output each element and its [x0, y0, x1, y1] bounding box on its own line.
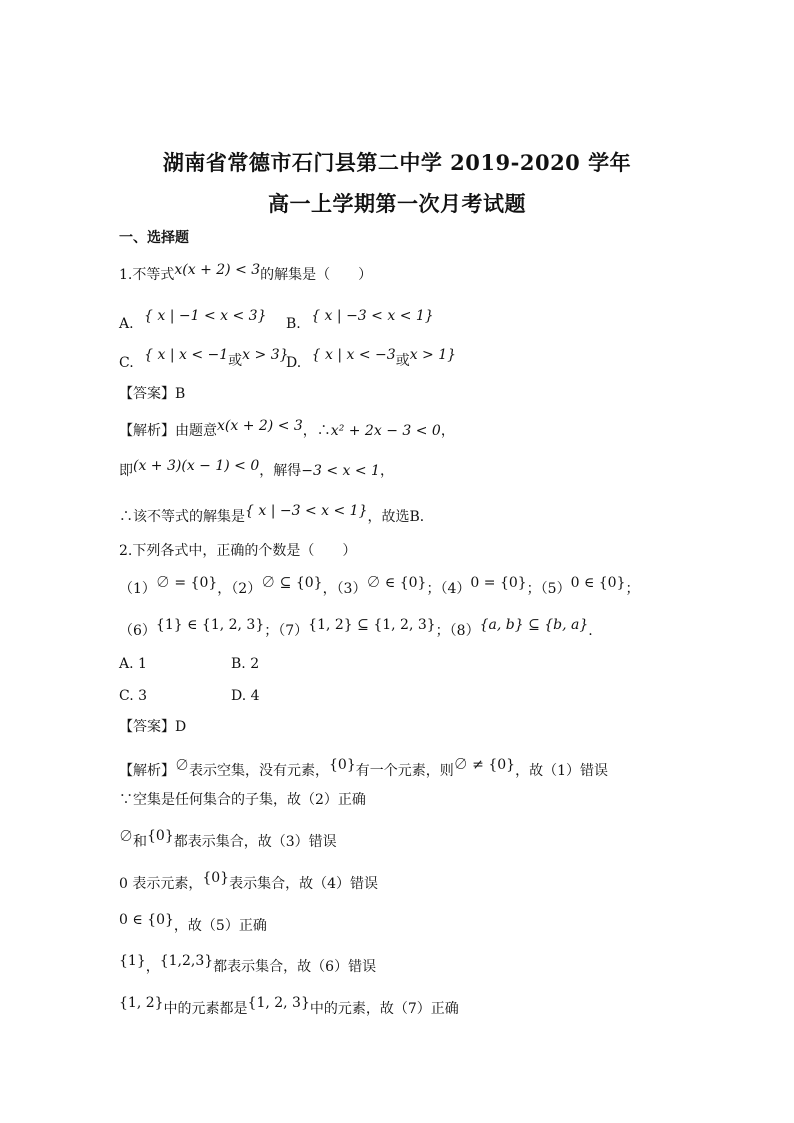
- q2-item-4-sep: ；: [526, 581, 541, 597]
- q1-option-d-math1: { x | x < −3: [311, 347, 396, 363]
- q2-stem: 2.下列各式中，正确的个数是（ ）: [119, 543, 357, 559]
- q1-exp2-math1: (x + 3)(x − 1) < 0: [133, 458, 260, 474]
- q1-exp3-pre: ∴该不等式的解集是: [119, 509, 245, 525]
- q2-explanation-line1: [119, 757, 609, 780]
- q2-statements-row1: [119, 575, 640, 598]
- q2-e1-text1: 表示空集，没有元素，: [189, 763, 329, 779]
- q2-e4-text2: 表示集合，故（4）错误: [229, 876, 379, 892]
- q2-explanation-line7: [119, 995, 459, 1018]
- q1-exp1-math2: x² + 2x − 3 < 0: [330, 423, 441, 439]
- q2-item-5-num: （5）: [540, 581, 571, 597]
- q2-e1-pre: 【解析】: [119, 763, 175, 779]
- q1-stem-post: 的解集是（ ）: [260, 267, 373, 283]
- q1-option-d: [286, 346, 457, 371]
- q2-item-4-num: （4）: [440, 581, 471, 597]
- q2-explanation-line2: ∵空集是任何集合的子集，故（2）正确: [119, 792, 366, 808]
- q2-explanation-line5: [119, 912, 267, 935]
- q1-exp1-end: ，: [440, 423, 455, 439]
- q2-e1-math2: {0}: [329, 757, 356, 773]
- q2-explanation-line4: [119, 870, 379, 893]
- q2-item-7-math: {1, 2} ⊆ {1, 2, 3}: [308, 617, 436, 633]
- q2-item-5-sep: ；: [625, 581, 640, 597]
- q2-item-6-sep: ；: [264, 623, 279, 639]
- q1-exp3-letter: B．: [409, 509, 434, 525]
- q1-option-d-or: 或: [395, 353, 410, 369]
- q1-option-d-math2: x > 1}: [409, 347, 457, 363]
- q1-stem: [119, 262, 373, 284]
- q1-option-b: [286, 307, 434, 332]
- q1-exp3-math: { x | −3 < x < 1}: [245, 503, 368, 519]
- q1-explanation-line3: [119, 503, 434, 526]
- q1-stem-math: x(x + 2) < 3: [174, 262, 261, 278]
- q2-e1-text2: 有一个元素，则: [355, 763, 454, 779]
- q2-item-1-sep: ，: [217, 581, 232, 597]
- q1-exp2-mid: ，解得: [259, 463, 302, 479]
- q2-e4-math1: {0}: [202, 870, 230, 886]
- q1-option-d-label: D.: [286, 355, 302, 371]
- q2-option-d: D. 4: [231, 688, 260, 704]
- q2-e3-text1: 和: [133, 834, 147, 850]
- q1-exp2-math2: −3 < x < 1: [301, 463, 380, 479]
- q2-item-7-sep: ；: [435, 623, 450, 639]
- q2-e7-math2: {1, 2, 3}: [247, 995, 310, 1011]
- q1-option-b-math: { x | −3 < x < 1}: [311, 308, 434, 324]
- q2-item-1-num: （1）: [119, 581, 156, 597]
- document-title-line2: 高一上学期第一次月考试题: [268, 191, 526, 216]
- q1-exp3-end: ，故选: [367, 509, 410, 525]
- q2-e3-math2: {0}: [147, 828, 174, 844]
- q1-answer: 【答案】B: [119, 386, 186, 402]
- q2-item-8-num: （8）: [449, 623, 480, 639]
- q1-exp2-pre: 即: [119, 463, 133, 479]
- q2-e5-text1: ，故（5）正确: [173, 918, 267, 934]
- q1-option-c-or: 或: [228, 353, 243, 369]
- q2-e6-text2: 都表示集合，故（6）错误: [213, 959, 377, 975]
- q2-item-2-num: （2）: [231, 581, 262, 597]
- q1-option-b-label: B.: [286, 316, 301, 332]
- q1-explanation-line1: [119, 418, 455, 440]
- q2-answer: 【答案】D: [119, 719, 187, 735]
- q2-item-7-num: （7）: [278, 623, 309, 639]
- q2-item-8-math: {a, b} ⊆ {b, a}: [479, 617, 589, 633]
- q1-option-c-math1: { x | x < −1: [144, 347, 229, 363]
- q1-explanation-line2: [119, 458, 394, 480]
- q2-item-2-math: ∅ ⊆ {0}: [261, 575, 323, 591]
- q2-option-a: A. 1: [119, 656, 147, 672]
- q1-option-c-math2: x > 3}: [242, 347, 289, 363]
- q2-e6-text1: ，: [145, 959, 160, 975]
- q2-option-c: C. 3: [119, 688, 148, 704]
- q2-e6-math2: {1,2,3}: [159, 953, 214, 969]
- q2-item-8-sep: .: [588, 623, 593, 639]
- q2-e3-text2: 都表示集合，故（3）错误: [173, 834, 337, 850]
- q2-e7-math1: {1, 2}: [119, 995, 164, 1011]
- section-heading: 一、选择题: [119, 230, 189, 246]
- q2-e6-math1: {1}: [119, 953, 146, 969]
- q2-explanation-line6: [119, 953, 377, 976]
- q1-option-a-math: { x | −1 < x < 3}: [144, 308, 267, 324]
- q2-explanation-line3: [119, 828, 337, 851]
- q2-e1-math1: ∅: [175, 758, 189, 774]
- q1-option-a: [119, 307, 267, 332]
- q1-option-c: [119, 346, 289, 371]
- q2-e7-text2: 中的元素，故（7）正确: [309, 1001, 459, 1017]
- q2-item-6-math: {1} ∈ {1, 2, 3}: [155, 617, 265, 633]
- q2-item-2-sep: ，: [322, 581, 337, 597]
- q2-option-b: B. 2: [231, 656, 260, 672]
- q2-e5-math1: 0 ∈ {0}: [119, 912, 174, 928]
- q2-e3-math1: ∅: [119, 829, 133, 845]
- q1-stem-pre: 1.不等式: [119, 267, 175, 283]
- q1-option-c-label: C.: [119, 355, 134, 371]
- q2-item-3-sep: ；: [426, 581, 441, 597]
- q2-item-1-math: ∅ = {0}: [155, 575, 218, 591]
- q1-exp2-end: ，: [379, 463, 394, 479]
- q2-item-6-num: （6）: [119, 623, 156, 639]
- q1-option-a-label: A.: [119, 316, 134, 332]
- document-title-line1: 湖南省常德市石门县第二中学 2019-2020 学年: [162, 150, 632, 175]
- q2-e1-math3: ∅ ≠ {0}: [453, 757, 516, 773]
- q2-e4-text1: 0 表示元素，: [119, 876, 203, 892]
- q2-item-5-math: 0 ∈ {0}: [570, 575, 626, 591]
- q2-item-4-math: 0 = {0}: [470, 575, 527, 591]
- q1-exp1-pre: 【解析】由题意: [119, 423, 217, 439]
- q2-item-3-num: （3）: [336, 581, 367, 597]
- q2-item-3-math: ∅ ∈ {0}: [366, 575, 427, 591]
- q1-exp1-mid: ，∴: [302, 423, 331, 439]
- q2-statements-row2: [119, 617, 593, 640]
- q2-e7-text1: 中的元素都是: [163, 1001, 248, 1017]
- q2-e1-text3: ，故（1）错误: [515, 763, 609, 779]
- q1-exp1-math1: x(x + 2) < 3: [217, 418, 303, 434]
